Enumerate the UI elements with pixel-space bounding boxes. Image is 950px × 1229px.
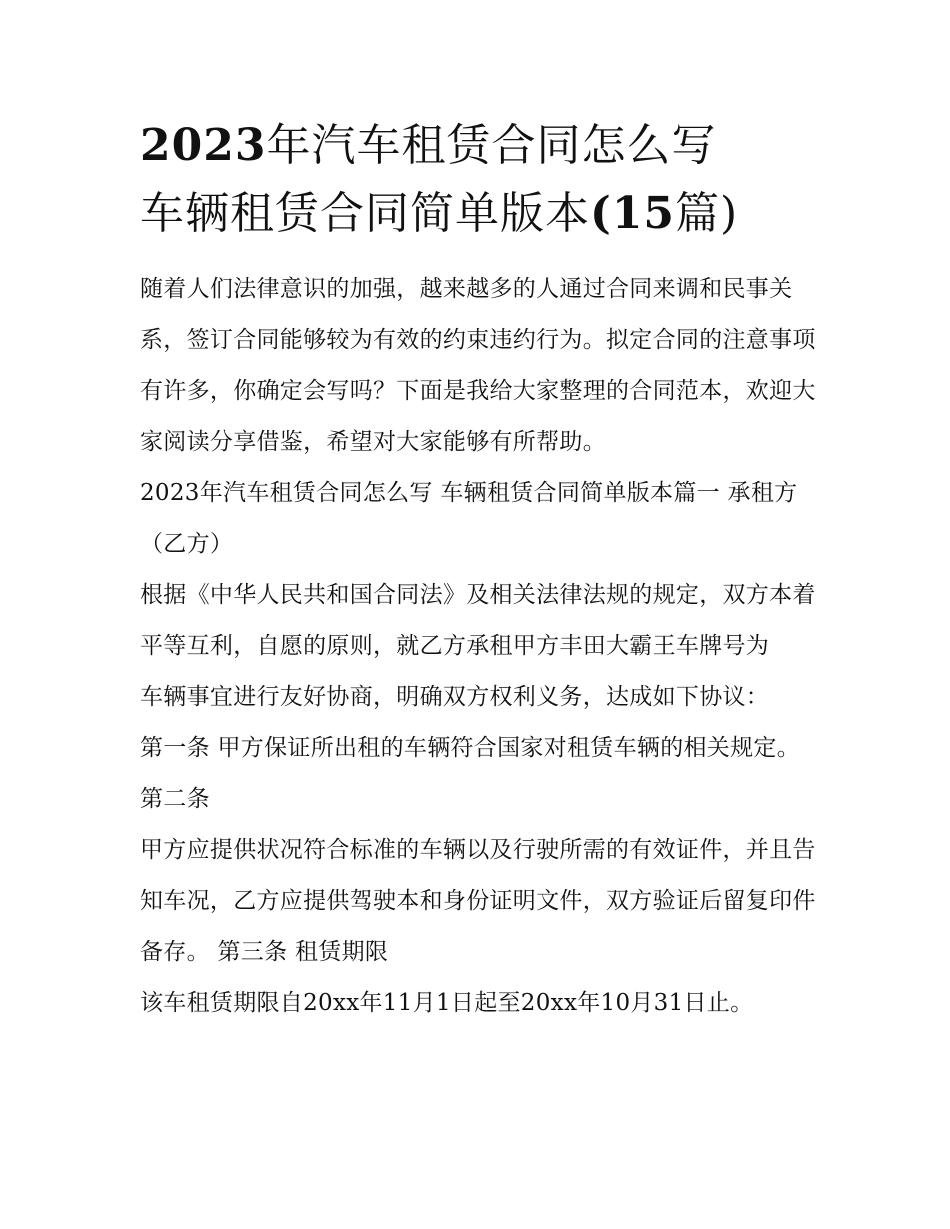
paragraph-article-3: 该车租赁期限自20xx年11月1日起至20xx年10月31日止。 (140, 990, 754, 1016)
paragraph-heading: 2023年汽车租赁合同怎么写 车辆租赁合同简单版本篇一 承租方（乙方） (140, 480, 798, 557)
document-page (140, 112, 820, 1029)
title-count: (15 (590, 188, 676, 239)
title-year: 2023 (140, 120, 267, 171)
paragraph-article-1: 第一条 甲方保证所出租的车辆符合国家对租赁车辆的相关规定。 第二条 (140, 735, 801, 812)
title-line-1-text: 年汽车租赁合同怎么写 (266, 120, 717, 171)
title-line-1 (140, 112, 820, 180)
title-line-2-end: 篇) (675, 188, 739, 239)
paragraph-basis: 根据《中华人民共和国合同法》及相关法律法规的规定，双方本着平等互利，自愿的原则，就乙方承租甲方丰田大霸王车牌号为 (140, 582, 816, 659)
title-line-2 (140, 180, 820, 248)
title-line-2-text: 车辆租赁合同简单版本 (140, 188, 590, 239)
document-title (140, 112, 820, 248)
paragraph-agreement: 车辆事宜进行友好协商，明确双方权利义务，达成如下协议： (140, 684, 770, 710)
paragraph-article-2: 甲方应提供状况符合标准的车辆以及行驶所需的有效证件，并且告知车况，乙方应提供驾驶本和身份证明文件，双方验证后留复印件备存。 第三条 租赁期限 (140, 837, 816, 965)
paragraph-intro: 随着人们法律意识的加强，越来越多的人通过合同来调和民事关系，签订合同能够较为有效的约束违约行为。拟定合同的注意事项有许多，你确定会写吗？下面是我给大家整理的合同范本，欢迎大家阅读分享借鉴，希望对大家能够有所帮助。 (140, 276, 816, 455)
document-body (140, 264, 820, 1029)
